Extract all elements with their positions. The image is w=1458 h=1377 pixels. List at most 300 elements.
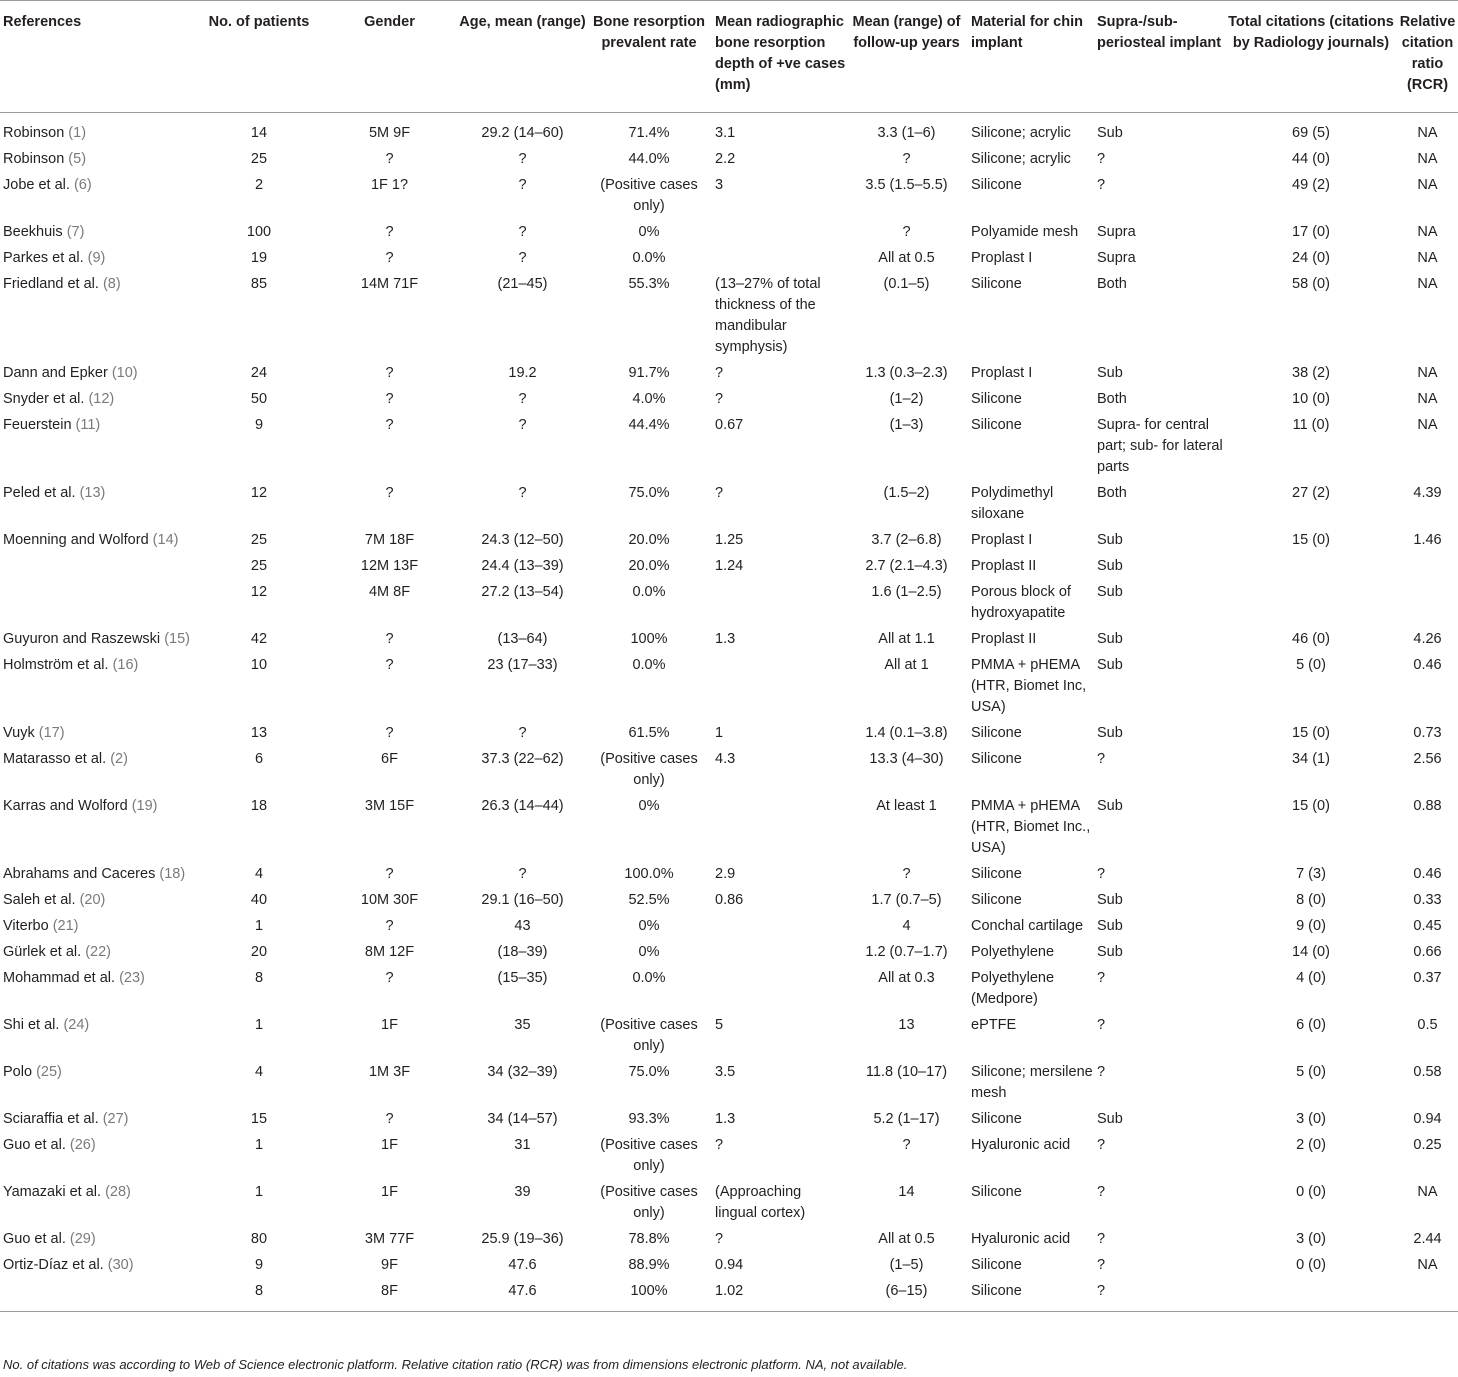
cell-resorption-rate: 75.0%	[628, 1064, 670, 1080]
cell-patients: 80	[250, 1231, 268, 1247]
cell-material: Polyethylene (Medpore)	[971, 970, 1055, 1007]
cell-patients: 25	[250, 532, 268, 548]
cell-patients: 9	[254, 417, 264, 433]
reference-name: Shi et al.	[3, 1017, 60, 1033]
cell-periosteal: Both	[1097, 391, 1127, 407]
cell-reference	[0, 113, 195, 145]
reference-number-link[interactable]: (2)	[110, 751, 128, 767]
cell-citations: 38 (2)	[1292, 365, 1330, 381]
cell-material: Polydimethyl siloxane	[971, 485, 1054, 522]
cell-age: ?	[518, 417, 527, 433]
reference-number-link[interactable]: (24)	[63, 1017, 90, 1033]
cell-age: ?	[518, 866, 527, 882]
cell-patients: 20	[250, 944, 268, 960]
cell-follow-up: 11.8 (10–17)	[865, 1064, 948, 1080]
cell-reference	[0, 911, 195, 937]
cell-resorption-rate: 71.4%	[628, 125, 670, 141]
cell-material: Silicone	[971, 751, 1022, 767]
cell-gender: 3M 77F	[364, 1231, 415, 1247]
cell-citations: 9 (0)	[1296, 918, 1326, 934]
cell-rcr: 0.66	[1413, 944, 1442, 960]
cell-material: Silicone; mersilene mesh	[971, 1064, 1093, 1101]
cell-age: 31	[514, 1137, 531, 1153]
cell-patients: 100	[246, 224, 272, 240]
table-row	[0, 243, 1458, 269]
cell-resorption-rate: 0.0%	[632, 970, 666, 986]
cell-reference	[0, 144, 195, 170]
reference-number-link[interactable]: (20)	[79, 892, 106, 908]
cell-resorption-depth: (13–27% of total thickness of the mandibular symphysis)	[715, 276, 821, 355]
cell-periosteal: ?	[1097, 151, 1106, 167]
reference-number-link[interactable]: (27)	[102, 1111, 129, 1127]
cell-age: ?	[518, 151, 527, 167]
reference-number-link[interactable]: (25)	[36, 1064, 62, 1080]
table-row	[0, 1177, 1458, 1224]
cell-patients: 1	[254, 1017, 264, 1033]
cell-reference	[0, 1104, 195, 1130]
header-material: Material for chin implant	[967, 1, 1095, 113]
cell-age: 35	[514, 1017, 531, 1033]
cell-resorption-rate: 0.0%	[632, 657, 666, 673]
cell-gender: 5M 9F	[368, 125, 411, 141]
cell-patients: 1	[254, 918, 264, 934]
cell-rcr: 2.44	[1413, 1231, 1442, 1247]
cell-citations: 69 (5)	[1292, 125, 1330, 141]
header-age: Age, mean (range)	[456, 1, 589, 113]
cell-gender: 8F	[323, 1276, 456, 1312]
reference-number-link[interactable]: (9)	[87, 250, 106, 266]
cell-patients: 9	[254, 1257, 264, 1273]
reference-number-link[interactable]: (14)	[152, 532, 179, 548]
cell-age: (13–64)	[497, 631, 548, 647]
reference-name: Holmström et al.	[3, 657, 109, 673]
cell-periosteal: ?	[1097, 970, 1106, 986]
cell-rcr: 0.46	[1413, 866, 1442, 882]
cell-patients: 8	[195, 1276, 323, 1312]
cell-follow-up: All at 0.5	[878, 250, 935, 266]
cell-resorption-depth: 2.9	[715, 866, 736, 882]
table-row	[0, 144, 1458, 170]
table-row	[0, 384, 1458, 410]
cell-periosteal: Both	[1097, 485, 1127, 501]
cell-patients: 12	[250, 584, 268, 600]
cell-resorption-depth: 0.94	[715, 1257, 744, 1273]
reference-number-link[interactable]: (6)	[73, 177, 92, 193]
cell-resorption-rate: (Positive cases only)	[600, 177, 698, 214]
cell-resorption-rate: 0%	[638, 224, 660, 240]
reference-number-link[interactable]: (19)	[131, 798, 158, 814]
cell-resorption-rate: 78.8%	[628, 1231, 670, 1247]
reference-number-link[interactable]: (22)	[85, 944, 111, 960]
cell-gender: 8M 12F	[364, 944, 415, 960]
reference-number-link[interactable]: (18)	[159, 866, 186, 882]
cell-age: 47.6	[508, 1257, 537, 1273]
cell-resorption-rate: 0.0%	[632, 250, 666, 266]
header-rcr: Relative citation ratio (RCR)	[1397, 1, 1458, 113]
cell-resorption-depth	[709, 650, 846, 718]
cell-age: (21–45)	[497, 276, 548, 292]
table-row	[0, 217, 1458, 243]
cell-citations: 27 (2)	[1292, 485, 1330, 501]
cell-reference	[0, 525, 195, 551]
cell-follow-up: (1–2)	[889, 391, 924, 407]
reference-name: Feuerstein	[3, 417, 72, 433]
cell-rcr: NA	[1417, 391, 1438, 407]
reference-number-link[interactable]: (12)	[88, 391, 115, 407]
cell-reference	[0, 650, 195, 718]
cell-resorption-depth: 1	[715, 725, 724, 741]
cell-gender: 1F	[381, 1137, 398, 1153]
cell-patients: 42	[250, 631, 268, 647]
cell-resorption-rate: (Positive cases only)	[600, 1017, 698, 1054]
cell-rcr: NA	[1417, 417, 1438, 433]
table-footnote: No. of citations was according to Web of Science electronic platform. Relative citation ratio (RCR) was from dimensions electronic platform. NA, not available.	[3, 1357, 908, 1372]
cell-reference	[0, 577, 195, 624]
cell-material: Proplast I	[971, 532, 1033, 548]
cell-rcr: NA	[1417, 276, 1438, 292]
cell-rcr: NA	[1417, 1184, 1438, 1200]
cell-age: 43	[514, 918, 531, 934]
table-row	[0, 885, 1458, 911]
cell-resorption-depth: 3.1	[715, 125, 736, 141]
cell-reference	[0, 1130, 195, 1177]
table-row	[0, 963, 1458, 1010]
table-row	[0, 525, 1458, 551]
cell-rcr: 0.46	[1413, 657, 1442, 673]
cell-citations: 15 (0)	[1292, 532, 1330, 548]
cell-reference	[0, 1010, 195, 1057]
cell-age: 24.3 (12–50)	[481, 532, 564, 548]
cell-citations: 44 (0)	[1292, 151, 1330, 167]
cell-reference	[0, 243, 195, 269]
cell-reference	[0, 1057, 195, 1104]
cell-patients: 6	[254, 751, 264, 767]
cell-citations: 8 (0)	[1296, 892, 1326, 908]
table-row	[0, 911, 1458, 937]
cell-citations: 24 (0)	[1292, 250, 1330, 266]
cell-rcr: 0.5	[1417, 1017, 1438, 1033]
cell-citations: 5 (0)	[1296, 657, 1326, 673]
cell-follow-up: 14	[898, 1184, 915, 1200]
cell-citations	[1225, 1276, 1397, 1312]
table-row	[0, 650, 1458, 718]
reference-number-link[interactable]: (10)	[111, 365, 138, 381]
reference-name: Moenning and Wolford	[3, 532, 149, 548]
table-row	[0, 791, 1458, 859]
cell-citations	[1225, 551, 1397, 577]
cell-follow-up: 13	[898, 1017, 915, 1033]
cell-resorption-rate: 100%	[630, 631, 668, 647]
table-row	[0, 1130, 1458, 1177]
table-row	[0, 859, 1458, 885]
reference-name: Karras and Wolford	[3, 798, 128, 814]
cell-resorption-depth	[709, 243, 846, 269]
table-body	[0, 113, 1458, 1312]
header-resorption-rate: Bone resorption prevalent rate	[589, 1, 709, 113]
reference-number-link[interactable]: (7)	[66, 224, 85, 240]
reference-number-link[interactable]: (5)	[68, 151, 87, 167]
cell-rcr: 0.37	[1413, 970, 1442, 986]
cell-resorption-depth: 1.24	[715, 558, 744, 574]
cell-follow-up: 1.3 (0.3–2.3)	[865, 365, 948, 381]
reference-number-link[interactable]: (29)	[69, 1231, 96, 1247]
cell-gender: 1F	[381, 1017, 398, 1033]
cell-follow-up: ?	[902, 866, 911, 882]
cell-gender: ?	[385, 485, 394, 501]
cell-age: (15–35)	[497, 970, 548, 986]
cell-periosteal: Sub	[1097, 365, 1123, 381]
cell-periosteal: Sub	[1097, 1111, 1123, 1127]
cell-reference	[0, 744, 195, 791]
reference-name: Snyder et al.	[3, 391, 85, 407]
cell-resorption-depth: ?	[715, 391, 724, 407]
cell-rcr: NA	[1417, 177, 1438, 193]
cell-material: Hyaluronic acid	[971, 1137, 1071, 1153]
cell-gender: ?	[385, 391, 394, 407]
cell-citations: 0 (0)	[1296, 1184, 1326, 1200]
reference-name: Mohammad et al.	[3, 970, 116, 986]
reference-name: Dann and Epker	[3, 365, 108, 381]
cell-gender: ?	[385, 250, 394, 266]
cell-resorption-rate: 61.5%	[628, 725, 670, 741]
cell-resorption-depth: 0.67	[715, 417, 744, 433]
header-periosteal: Supra-/sub-periosteal implant	[1095, 1, 1225, 113]
cell-periosteal: Sub	[1097, 657, 1123, 673]
cell-periosteal: ?	[1097, 866, 1106, 882]
cell-resorption-rate: (Positive cases only)	[600, 751, 698, 788]
cell-resorption-depth: ?	[715, 485, 724, 501]
cell-follow-up: 1.6 (1–2.5)	[871, 584, 942, 600]
header-citations: Total citations (citations by Radiology journals)	[1225, 1, 1397, 113]
cell-citations: 17 (0)	[1292, 224, 1330, 240]
cell-patients: 40	[250, 892, 268, 908]
cell-periosteal: ?	[1097, 1231, 1106, 1247]
reference-number-link[interactable]: (30)	[107, 1257, 134, 1273]
cell-follow-up: (1–5)	[889, 1257, 924, 1273]
cell-citations: 10 (0)	[1292, 391, 1330, 407]
reference-name: Vuyk	[3, 725, 35, 741]
table-row	[0, 478, 1458, 525]
reference-number-link[interactable]: (26)	[69, 1137, 96, 1153]
cell-follow-up: 3.7 (2–6.8)	[871, 532, 942, 548]
cell-reference	[0, 478, 195, 525]
reference-name: Yamazaki et al.	[3, 1184, 102, 1200]
reference-number-link[interactable]: (11)	[75, 417, 101, 433]
cell-follow-up: 1.4 (0.1–3.8)	[865, 725, 948, 741]
cell-gender: 10M 30F	[360, 892, 419, 908]
cell-citations: 4 (0)	[1296, 970, 1326, 986]
cell-patients: 1	[254, 1137, 264, 1153]
cell-rcr	[1397, 577, 1458, 624]
header-gender: Gender	[323, 1, 456, 113]
cell-patients: 8	[254, 970, 264, 986]
cell-reference	[0, 170, 195, 217]
cell-resorption-rate: 55.3%	[628, 276, 670, 292]
cell-resorption-depth: 3	[715, 177, 724, 193]
cell-follow-up: 2.7 (2.1–4.3)	[865, 558, 948, 574]
cell-follow-up: All at 1.1	[878, 631, 935, 647]
cell-age: (18–39)	[497, 944, 548, 960]
reference-number-link[interactable]: (15)	[164, 631, 190, 647]
cell-material: Conchal cartilage	[971, 918, 1084, 934]
reference-name: Gürlek et al.	[3, 944, 82, 960]
reference-name: Beekhuis	[3, 224, 63, 240]
cell-age: 34 (14–57)	[487, 1111, 558, 1127]
reference-name: Viterbo	[3, 918, 49, 934]
cell-age: 29.1 (16–50)	[481, 892, 564, 908]
reference-name: Friedland et al.	[3, 276, 99, 292]
header-resorption-depth: Mean radiographic bone resorption depth of +ve cases (mm)	[709, 1, 846, 113]
cell-patients: 1	[254, 1184, 264, 1200]
cell-resorption-rate: 0%	[638, 798, 660, 814]
cell-age: 24.4 (13–39)	[481, 558, 564, 574]
header-references: References	[0, 1, 195, 113]
reference-name: Ortiz-Díaz et al.	[3, 1257, 104, 1273]
cell-gender: 6F	[381, 751, 398, 767]
cell-follow-up: 4	[902, 918, 911, 934]
cell-patients: 24	[250, 365, 268, 381]
table-row	[0, 624, 1458, 650]
cell-material: Proplast II	[971, 558, 1037, 574]
reference-number-link[interactable]: (23)	[119, 970, 145, 986]
cell-resorption-rate: 44.0%	[628, 151, 670, 167]
cell-patients: 25	[250, 151, 268, 167]
cell-citations: 14 (0)	[1292, 944, 1330, 960]
cell-periosteal: ?	[1097, 751, 1106, 767]
cell-material: Proplast II	[971, 631, 1037, 647]
cell-follow-up: 13.3 (4–30)	[869, 751, 944, 767]
table-row	[0, 937, 1458, 963]
cell-follow-up: (1.5–2)	[883, 485, 930, 501]
table-row	[0, 170, 1458, 217]
cell-resorption-rate: 93.3%	[628, 1111, 670, 1127]
cell-material: Silicone	[971, 1257, 1022, 1273]
cell-citations: 15 (0)	[1292, 798, 1330, 814]
cell-gender: ?	[385, 151, 394, 167]
reference-number-link[interactable]: (16)	[112, 657, 139, 673]
cell-citations: 3 (0)	[1296, 1111, 1326, 1127]
cell-patients: 13	[250, 725, 268, 741]
table-row	[0, 1010, 1458, 1057]
reference-name: Polo	[3, 1064, 33, 1080]
cell-reference	[0, 791, 195, 859]
cell-resorption-rate: 20.0%	[628, 558, 670, 574]
cell-reference	[0, 384, 195, 410]
cell-rcr: NA	[1417, 365, 1438, 381]
cell-resorption-depth: 1.25	[715, 532, 744, 548]
cell-resorption-rate: 44.4%	[628, 417, 670, 433]
cell-age: 39	[514, 1184, 531, 1200]
cell-citations: 6 (0)	[1296, 1017, 1326, 1033]
reference-name: Matarasso et al.	[3, 751, 107, 767]
cell-reference	[0, 963, 195, 1010]
cell-age: 37.3 (22–62)	[481, 751, 564, 767]
cell-resorption-depth: 4.3	[715, 751, 736, 767]
reference-number-link[interactable]: (28)	[105, 1184, 131, 1200]
table-row	[0, 1224, 1458, 1250]
cell-periosteal: Sub	[1097, 584, 1123, 600]
cell-resorption-depth: ?	[715, 1137, 724, 1153]
cell-citations: 15 (0)	[1292, 725, 1330, 741]
cell-reference	[0, 358, 195, 384]
cell-gender: ?	[385, 365, 394, 381]
table-row	[0, 1250, 1458, 1276]
header-follow-up: Mean (range) of follow-up years	[846, 1, 967, 113]
cell-follow-up: 1.2 (0.7–1.7)	[865, 944, 948, 960]
cell-age: ?	[518, 485, 527, 501]
cell-gender: ?	[385, 631, 394, 647]
cell-gender: ?	[385, 657, 394, 673]
cell-citations	[1225, 577, 1397, 624]
reference-name: Sciaraffia et al.	[3, 1111, 99, 1127]
cell-periosteal: Sub	[1097, 631, 1123, 647]
cell-periosteal: ?	[1097, 1184, 1106, 1200]
cell-material: Silicone	[971, 866, 1022, 882]
cell-periosteal: Sub	[1097, 944, 1123, 960]
cell-reference	[0, 1224, 195, 1250]
cell-citations: 11 (0)	[1292, 417, 1330, 433]
cell-resorption-depth: 1.3	[715, 631, 736, 647]
cell-resorption-rate: 91.7%	[628, 365, 670, 381]
table-row	[0, 744, 1458, 791]
cell-patients: 25	[250, 558, 268, 574]
cell-age: 29.2 (14–60)	[481, 125, 564, 141]
reference-name: Peled et al.	[3, 485, 76, 501]
reference-number-link[interactable]: (8)	[102, 276, 121, 292]
cell-reference	[0, 551, 195, 577]
cell-patients: 18	[250, 798, 268, 814]
table-row	[0, 551, 1458, 577]
cell-resorption-rate: 100%	[589, 1276, 709, 1312]
cell-follow-up: All at 0.5	[878, 1231, 935, 1247]
cell-material: Silicone; acrylic	[971, 151, 1071, 167]
cell-citations: 7 (3)	[1296, 866, 1326, 882]
cell-periosteal: ?	[1097, 1017, 1106, 1033]
cell-gender: ?	[385, 417, 394, 433]
reference-number-link[interactable]: (13)	[79, 485, 106, 501]
cell-follow-up: 3.3 (1–6)	[877, 125, 936, 141]
cell-age: 23 (17–33)	[487, 657, 558, 673]
cell-follow-up: ?	[902, 1137, 911, 1153]
cell-rcr: NA	[1417, 151, 1438, 167]
cell-follow-up: 3.5 (1.5–5.5)	[865, 177, 948, 193]
cell-age: 47.6	[456, 1276, 589, 1312]
cell-reference	[0, 1177, 195, 1224]
cell-age: 26.3 (14–44)	[481, 798, 564, 814]
cell-resorption-depth	[709, 217, 846, 243]
cell-material: Silicone	[971, 892, 1022, 908]
reference-name: Guo et al.	[3, 1137, 66, 1153]
cell-material: Silicone	[971, 725, 1022, 741]
reference-name: Guyuron and Raszewski	[3, 631, 161, 647]
cell-rcr: NA	[1417, 250, 1438, 266]
cell-rcr: 0.58	[1413, 1064, 1442, 1080]
cell-age: 19.2	[508, 365, 537, 381]
cell-rcr: 0.33	[1413, 892, 1442, 908]
cell-reference	[0, 937, 195, 963]
cell-material: PMMA + pHEMA (HTR, Biomet Inc, USA)	[971, 657, 1087, 715]
cell-rcr: 4.26	[1413, 631, 1442, 647]
cell-resorption-depth	[709, 577, 846, 624]
reference-number-link[interactable]: (1)	[68, 125, 87, 141]
reference-number-link[interactable]: (17)	[38, 725, 65, 741]
header-patients: No. of patients	[195, 1, 323, 113]
cell-material: Silicone	[971, 177, 1022, 193]
cell-age: ?	[518, 224, 527, 240]
cell-patients: 19	[250, 250, 268, 266]
reference-number-link[interactable]: (21)	[52, 918, 79, 934]
cell-citations: 46 (0)	[1292, 631, 1330, 647]
